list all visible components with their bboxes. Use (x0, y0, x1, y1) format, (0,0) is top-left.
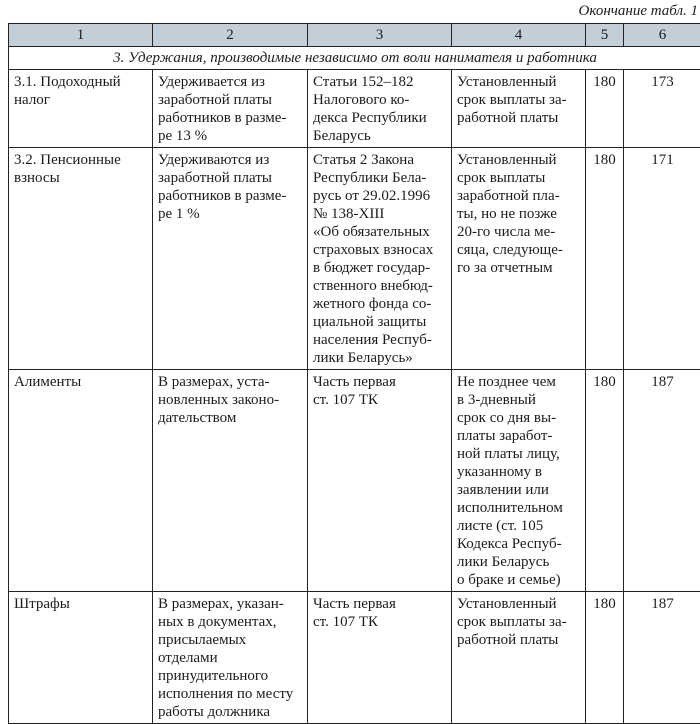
legal-basis: Часть первая ст. 107 ТК (308, 592, 452, 724)
table-row (9, 148, 700, 370)
col6-value: 171 (624, 148, 700, 370)
section-title: 3. Удержания, производимые независимо от воли нанимателя и работника (9, 47, 700, 70)
col5-value: 180 (586, 592, 624, 724)
column-header: 1 (9, 24, 153, 47)
legal-basis: Статьи 152–182 Налогового ко- декса Республики Беларусь (308, 70, 452, 148)
col5-value: 180 (586, 148, 624, 370)
deduction-description: Удерживается из заработной платы работников в разме- ре 13 % (153, 70, 308, 148)
payment-term: Не позднее чем в 3-дневный срок со дня вы- платы заработ- ной платы лицу, указанному в заявлении или исполнительном листе (ст. 105 Кодекса Респуб- лики Беларусь о браке и семье) (452, 370, 586, 592)
payment-term: Установленный срок выплаты заработной пла- ты, но не позже 20-го числа ме- сяца, следующе- го за отчетным (452, 148, 586, 370)
deduction-name: 3.1. Подоходный налог (9, 70, 153, 148)
column-header: 6 (624, 24, 700, 47)
deduction-description: Удерживаются из заработной платы работников в разме- ре 1 % (153, 148, 308, 370)
col5-value: 180 (586, 370, 624, 592)
deductions-table (8, 23, 700, 724)
legal-basis: Статья 2 Закона Республики Бела- русь от 29.02.1996 № 138-XIII «Об обязательных страховых взносах в бюджет государ- ственного внебюд- жетного фонда со- циальной защиты населения Респуб- лики Беларусь» (308, 148, 452, 370)
column-header: 5 (586, 24, 624, 47)
col6-value: 173 (624, 70, 700, 148)
deduction-description: В размерах, указан- ных в документах, присылаемых отделами принудительного исполнения по месту работы должника (153, 592, 308, 724)
table-caption: Окончание табл. 1 (579, 2, 698, 20)
section-row (9, 47, 700, 70)
deduction-name: Алименты (9, 370, 153, 592)
payment-term: Установленный срок выплаты за- работной платы (452, 70, 586, 148)
table-row (9, 70, 700, 148)
deduction-description: В размерах, уста- новленных законо- дательством (153, 370, 308, 592)
col5-value: 180 (586, 70, 624, 148)
deduction-name: 3.2. Пенсионные взносы (9, 148, 153, 370)
table-row (9, 370, 700, 592)
col6-value: 187 (624, 370, 700, 592)
col6-value: 187 (624, 592, 700, 724)
column-header: 2 (153, 24, 308, 47)
payment-term: Установленный срок выплаты за- работной платы (452, 592, 586, 724)
header-row (9, 24, 700, 47)
legal-basis: Часть первая ст. 107 ТК (308, 370, 452, 592)
deduction-name: Штрафы (9, 592, 153, 724)
column-header: 4 (452, 24, 586, 47)
column-header: 3 (308, 24, 452, 47)
